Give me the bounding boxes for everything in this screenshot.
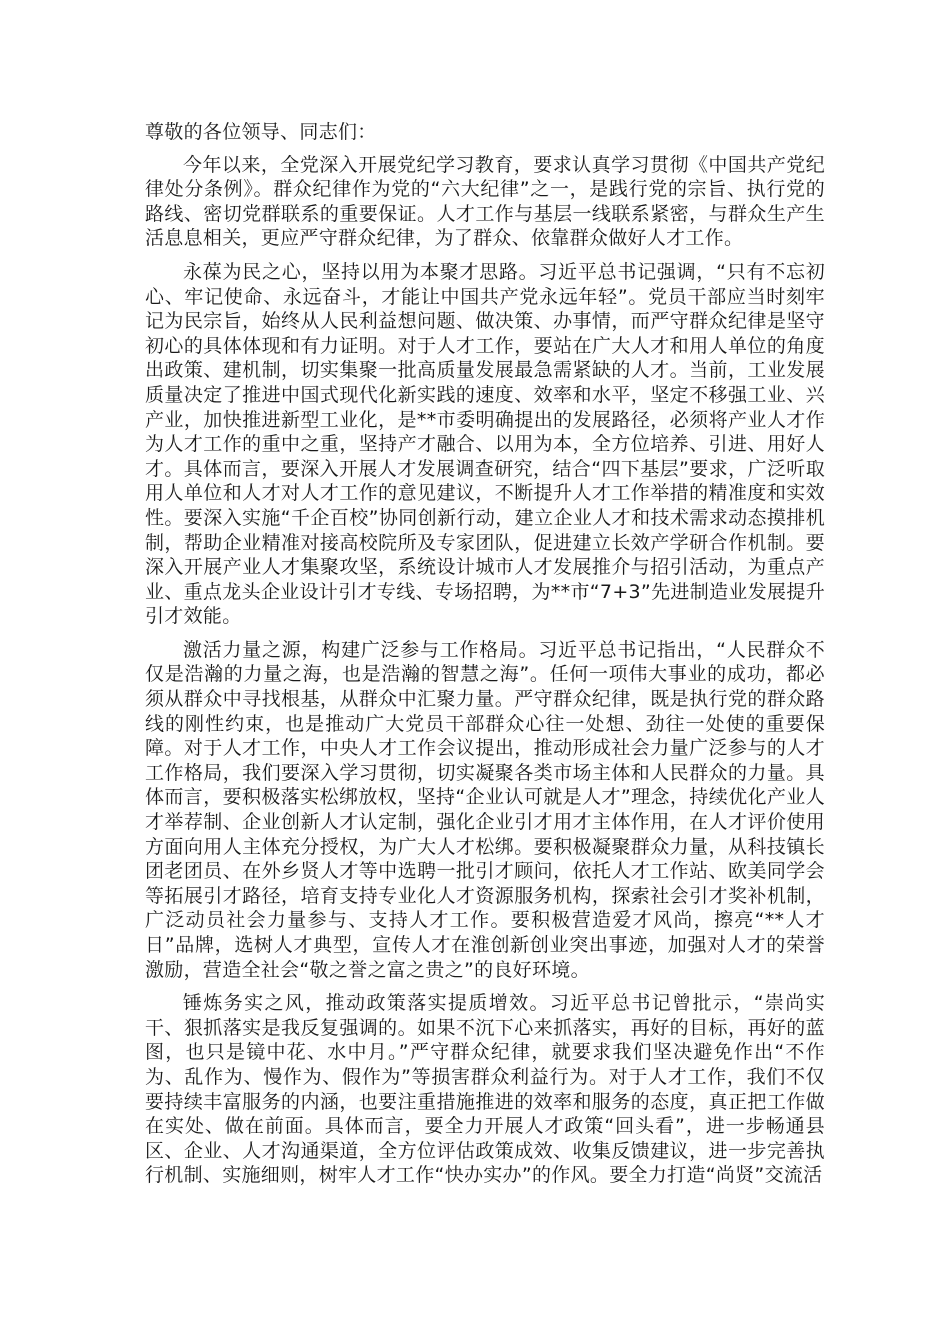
salutation: 尊敬的各位领导、同志们： xyxy=(145,121,377,143)
paragraph-practical-style: 锤炼务实之风，推动政策落实提质增效。习近平总书记曾批示，“崇尚实干、狠抓落实是我反复强调的。如果不沉下心来抓落实，再好的目标，再好的蓝图，也只是镜中花、水中月。”严守群众纪律，就要求我们坚决避免作出“不作为、乱作为、慢作为、假作为”等损害群众利益行为。对于人才工作，我们不仅要持续丰富服务的内涵，也要注重措施推进的效率和服务的态度，真正把工作做在实处、做在前面。具体而言，要全力开展人才政策“回头看”，进一步畅通县区、企业、人才沟通渠道，全方位评估政策成效、收集反馈建议，进一步完善执行机制、实施细则，树牢人才工作“快办实办”的作风。要全力打造“尚贤”交流活 xyxy=(145,992,825,1187)
document-page xyxy=(145,120,825,1197)
paragraph-intro: 今年以来，全党深入开展党纪学习教育，要求认真学习贯彻《中国共产党纪律处分条例》。群众纪律作为党的“六大纪律”之一，是践行党的宗旨、执行党的路线、密切党群联系的重要保证。人才工作与基层一线联系紧密，与群众生产生活息息相关，更应严守群众纪律，为了群众、依靠群众做好人才工作。 xyxy=(145,153,825,250)
paragraph-activate-power: 激活力量之源，构建广泛参与工作格局。习近平总书记指出，“人民群众不仅是浩瀚的力量之海，也是浩瀚的智慧之海”。任何一项伟大事业的成功，都必须从群众中寻找根基，从群众中汇聚力量。严守群众纪律，既是执行党的群众路线的刚性约束，也是推动广大党员干部群众心往一处想、劲往一处使的重要保障。对于人才工作，中央人才工作会议提出，推动形成社会力量广泛参与的人才工作格局，我们要深入学习贯彻，切实凝聚各类市场主体和人民群众的力量。具体而言，要积极落实松绑放权，坚持“企业认可就是人才”理念，持续优化产业人才举荐制、企业创新人才认定制，强化企业引才用才主体作用，在人才评价使用方面向用人主体充分授权，为广大人才松绑。要积极凝聚群众力量，从科技镇长团老团员、在外乡贤人才等中选聘一批引才顾问，依托人才工作站、欧美同学会等拓展引才路径，培育支持专业化人才资源服务机构，探索社会引才奖补机制，广泛动员社会力量参与、支持人才工作。要积极营造爱才风尚，擦亮“**人才日”品牌，选树人才典型，宣传人才在淮创新创业突出事迹，加强对人才的荣誉激励，营造全社会“敬之誉之富之贵之”的良好环境。 xyxy=(145,638,825,981)
paragraph-serve-people: 永葆为民之心，坚持以用为本聚才思路。习近平总书记强调，“只有不忘初心、牢记使命、永远奋斗，才能让中国共产党永远年轻”。党员干部应当时刻牢记为民宗旨，始终从人民利益想问题、做决策、办事情，而严守群众纪律是坚守初心的具体体现和有力证明。对于人才工作，要站在广大人才和用人单位的角度出政策、建机制，切实集聚一批高质量发展最急需紧缺的人才。当前，工业发展质量决定了推进中国式现代化新实践的速度、效率和水平，坚定不移强工业、兴产业，加快推进新型工业化，是**市委明确提出的发展路径，必须将产业人才作为人才工作的重中之重，坚持产才融合、以用为本，全方位培养、引进、用好人才。具体而言，要深入开展人才发展调查研究，结合“四下基层”要求，广泛听取用人单位和人才对人才工作的意见建议，不断提升人才工作举措的精准度和实效性。要深入实施“千企百校”协同创新行动，建立企业人才和技术需求动态摸排机制，帮助企业精准对接高校院所及专家团队，促进建立长效产学研合作机制。要深入开展产业人才集聚攻坚，系统设计城市人才发展推介与招引活动，为重点产业、重点龙头企业设计引才专线、专场招聘，为**市“7+3”先进制造业发展提升引才效能。 xyxy=(145,260,825,628)
